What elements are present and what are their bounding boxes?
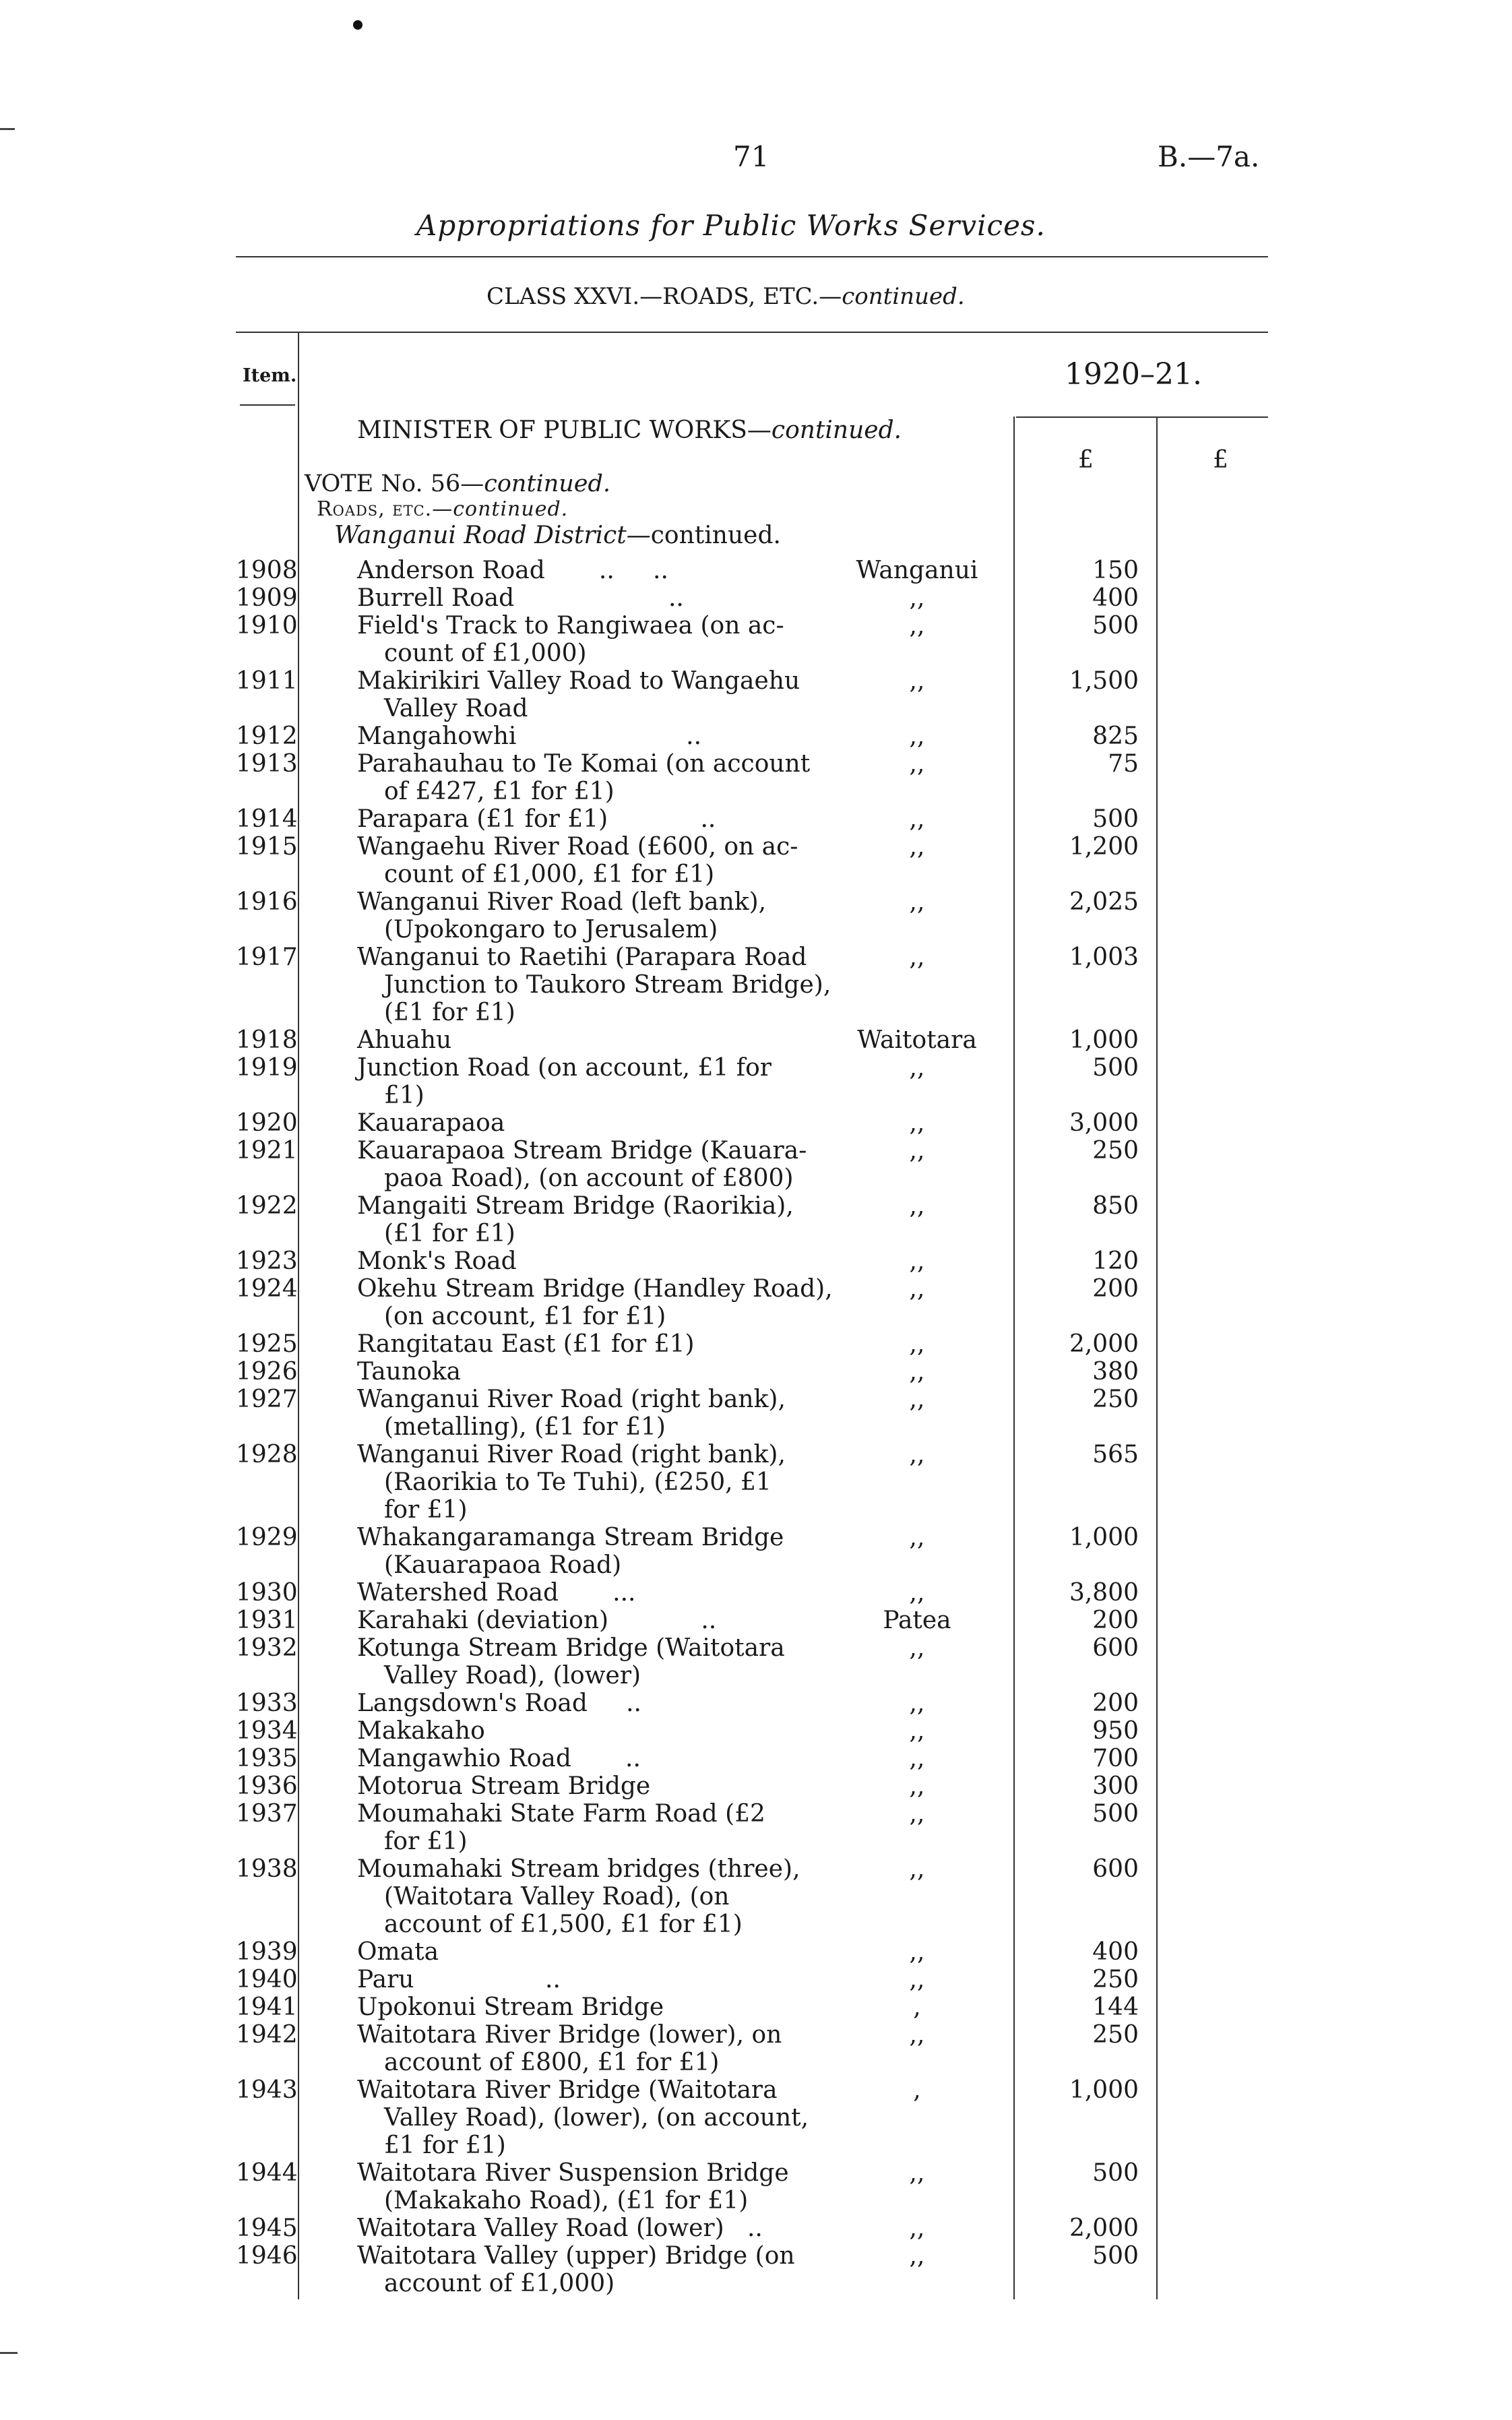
description-line: Parahauhau to Te Komai (on account (357, 750, 811, 778)
item-description (357, 1966, 815, 1993)
table-row (0, 1745, 1512, 1772)
table-row (0, 1966, 1512, 1993)
district-name: ,, (909, 1330, 925, 1358)
item-number: 1940 (236, 1966, 298, 1993)
amount-value: 825 (1092, 722, 1139, 750)
table-row (0, 1938, 1512, 1966)
table-row (0, 612, 1512, 667)
item-number: 1944 (236, 2159, 298, 2187)
description-continuation: (Makakaho Road), (£1 for £1) (384, 2187, 749, 2214)
description-line: Waitotara Valley (upper) Bridge (on (357, 2242, 795, 2270)
description-continuation: (on account, £1 for £1) (384, 1303, 666, 1330)
item-number: 1919 (236, 1054, 298, 1082)
amount-value: 150 (1092, 557, 1139, 584)
item-description (357, 584, 815, 612)
district-name: , (913, 2076, 921, 2104)
description-line: Karahaki (deviation) .. (357, 1607, 717, 1634)
amount-value: 1,500 (1069, 667, 1139, 695)
district-name: ,, (909, 1192, 925, 1220)
district-name: ,, (909, 833, 925, 861)
amount-value: 200 (1092, 1689, 1139, 1717)
amount-value: 500 (1092, 612, 1139, 640)
item-number: 1930 (236, 1579, 298, 1607)
description-line: Moumahaki State Farm Road (£2 (357, 1800, 765, 1828)
amount-value: 500 (1092, 1054, 1139, 1082)
description-line: Omata (357, 1938, 439, 1966)
description-line: Moumahaki Stream bridges (three), (357, 1855, 800, 1883)
item-description (357, 1054, 815, 1109)
amount-value: 500 (1092, 2159, 1139, 2187)
description-continuation: for £1) (384, 1496, 468, 1524)
vote-heading-text: VOTE No. 56— (305, 470, 484, 497)
item-number: 1926 (236, 1358, 298, 1386)
district-name: ,, (909, 1054, 925, 1082)
district-name: ,, (909, 2214, 925, 2242)
item-description (357, 943, 831, 1026)
district-name: ,, (909, 1579, 925, 1607)
district-name: ,, (909, 584, 925, 612)
description-line: Waitotara Valley Road (lower) .. (357, 2214, 763, 2242)
table-row (0, 667, 1512, 722)
description-line: Wanganui River Road (right bank), (357, 1441, 786, 1468)
item-number: 1913 (236, 750, 298, 778)
item-description (357, 1358, 815, 1386)
table-row (0, 750, 1512, 805)
amount-value: 2,000 (1069, 2214, 1139, 2242)
amount-value: 200 (1092, 1607, 1139, 1634)
item-number: 1942 (236, 2021, 298, 2049)
table-row (0, 2214, 1512, 2242)
item-number: 1946 (236, 2242, 298, 2270)
item-number: 1927 (236, 1386, 298, 1413)
item-description (357, 1386, 815, 1441)
district-name: ,, (909, 2242, 925, 2270)
item-column-header: Item. (243, 365, 297, 386)
roads-heading-suffix: continued. (453, 497, 569, 521)
table-row (0, 2021, 1512, 2076)
description-continuation: Valley Road), (lower) (384, 1662, 641, 1689)
item-number: 1932 (236, 1634, 298, 1662)
description-continuation: £1) (384, 1082, 424, 1109)
item-description (357, 1717, 815, 1745)
item-description (357, 557, 815, 584)
table-row (0, 888, 1512, 943)
table-row (0, 943, 1512, 1026)
year-column-header: 1920–21. (1065, 357, 1202, 392)
amount-value: 400 (1092, 1938, 1139, 1966)
item-description (357, 2021, 815, 2076)
table-row (0, 2076, 1512, 2159)
amount-value: 850 (1092, 1192, 1139, 1220)
description-line: Mangaiti Stream Bridge (Raorikia), (357, 1192, 794, 1220)
item-description (357, 1524, 815, 1579)
vote-heading (305, 470, 610, 497)
description-line: Field's Track to Rangiwaea (on ac- (357, 612, 784, 640)
item-description (357, 1855, 815, 1938)
minister-heading (357, 416, 902, 444)
item-header-underline (240, 404, 295, 406)
amount-value: 300 (1092, 1772, 1139, 1800)
district-name: ,, (909, 1386, 925, 1413)
description-line: Langsdown's Road .. (357, 1689, 641, 1717)
description-line: Rangitatau East (£1 for £1) (357, 1330, 695, 1358)
item-number: 1929 (236, 1524, 298, 1551)
amount-value: 120 (1092, 1247, 1139, 1275)
item-description (357, 1772, 815, 1800)
amount-value: 380 (1092, 1358, 1139, 1386)
item-description (357, 722, 815, 750)
district-heading-suffix: continued. (650, 522, 781, 549)
table-row (0, 2159, 1512, 2214)
description-line: Motorua Stream Bridge (357, 1772, 651, 1800)
district-name: ,, (909, 943, 925, 971)
description-line: Kotunga Stream Bridge (Waitotara (357, 1634, 785, 1662)
amount-value: 3,800 (1069, 1579, 1139, 1607)
amount-value: 600 (1092, 1855, 1139, 1883)
description-line: Upokonui Stream Bridge (357, 1993, 664, 2021)
item-number: 1922 (236, 1192, 298, 1220)
item-description (357, 1026, 815, 1054)
district-name: ,, (909, 805, 925, 833)
item-description (357, 1579, 815, 1607)
description-line: Waitotara River Bridge (Waitotara (357, 2076, 778, 2104)
description-line: Wanganui River Road (left bank), (357, 888, 767, 916)
item-description (357, 1441, 815, 1524)
description-continuation: of £427, £1 for £1) (384, 778, 615, 805)
description-continuation: (metalling), (£1 for £1) (384, 1413, 666, 1441)
amount-value: 1,000 (1069, 1026, 1139, 1054)
amount-value: 700 (1092, 1745, 1139, 1772)
table-row (0, 1855, 1512, 1938)
district-name: ,, (909, 1800, 925, 1828)
district-name: Patea (883, 1607, 951, 1634)
district-name: ,, (909, 1109, 925, 1137)
appropriations-table (0, 557, 1512, 2297)
item-description (357, 1634, 815, 1689)
item-description (357, 667, 815, 722)
roads-heading-text: Roads, etc.— (317, 497, 453, 521)
stray-ink-dot (353, 20, 363, 30)
table-row (0, 1275, 1512, 1330)
description-line: Paru .. (357, 1966, 561, 1993)
amount-value: 500 (1092, 805, 1139, 833)
item-description (357, 1330, 815, 1358)
item-number: 1908 (236, 557, 298, 584)
description-continuation: for £1) (384, 1828, 468, 1855)
description-line: Waitotara River Suspension Bridge (357, 2159, 789, 2187)
item-number: 1916 (236, 888, 298, 916)
description-line: Makirikiri Valley Road to Wangaehu (357, 667, 800, 695)
district-name: ,, (909, 612, 925, 640)
item-number: 1945 (236, 2214, 298, 2242)
description-continuation: (Waitotara Valley Road), (on (384, 1883, 730, 1911)
district-heading (334, 522, 781, 549)
item-number: 1915 (236, 833, 298, 861)
item-description (357, 2076, 815, 2159)
description-continuation: account of £1,500, £1 for £1) (384, 1911, 743, 1938)
item-number: 1928 (236, 1441, 298, 1468)
title-rule (236, 256, 1268, 257)
district-name: ,, (909, 1441, 925, 1468)
amount-value: 1,000 (1069, 1524, 1139, 1551)
item-number: 1912 (236, 722, 298, 750)
district-name: ,, (909, 1966, 925, 1993)
left-edge-mark-bottom (0, 2352, 18, 2354)
table-row (0, 1137, 1512, 1192)
table-row (0, 833, 1512, 888)
item-description (357, 1275, 833, 1330)
table-row (0, 1772, 1512, 1800)
table-row (0, 1524, 1512, 1579)
item-description (357, 1745, 815, 1772)
item-description (357, 1938, 815, 1966)
description-line: Wanganui to Raetihi (Parapara Road (357, 943, 807, 971)
table-row (0, 1109, 1512, 1137)
description-line: Ahuahu (357, 1026, 452, 1054)
amount-value: 144 (1092, 1993, 1139, 2021)
item-description (357, 750, 815, 805)
district-name: , (913, 1993, 921, 2021)
item-number: 1911 (236, 667, 298, 695)
amount-value: 600 (1092, 1634, 1139, 1662)
description-line: Kauarapaoa Stream Bridge (Kauara- (357, 1137, 807, 1165)
description-continuation: Junction to Taukoro Stream Bridge), (384, 971, 831, 999)
item-number: 1941 (236, 1993, 298, 2021)
item-number: 1935 (236, 1745, 298, 1772)
page-title: Appropriations for Public Works Services. (416, 209, 1046, 242)
item-number: 1924 (236, 1275, 298, 1303)
item-number: 1914 (236, 805, 298, 833)
description-continuation: account of £800, £1 for £1) (384, 2049, 720, 2076)
item-number: 1917 (236, 943, 298, 971)
description-continuation: (Raorikia to Te Tuhi), (£250, £1 (384, 1468, 771, 1496)
vote-heading-suffix: continued. (484, 470, 611, 497)
minister-heading-suffix: continued. (771, 416, 902, 444)
description-line: Parapara (£1 for £1) .. (357, 805, 716, 833)
amount-value: 75 (1108, 750, 1139, 778)
table-row (0, 1689, 1512, 1717)
item-description (357, 1800, 815, 1855)
description-continuation: account of £1,000) (384, 2270, 615, 2297)
description-line: Makakaho (357, 1717, 485, 1745)
description-line: Burrell Road .. (357, 584, 684, 612)
item-number: 1934 (236, 1717, 298, 1745)
district-name: ,, (909, 1717, 925, 1745)
district-name: ,, (909, 1938, 925, 1966)
district-name: Waitotara (857, 1026, 977, 1054)
item-number: 1925 (236, 1330, 298, 1358)
description-line: Mangawhio Road .. (357, 1745, 641, 1772)
item-description (357, 1137, 815, 1192)
item-description (357, 2242, 815, 2297)
district-name: ,, (909, 1745, 925, 1772)
amount-value: 400 (1092, 584, 1139, 612)
amount-value: 250 (1092, 1966, 1139, 1993)
description-continuation: paoa Road), (on account of £800) (384, 1165, 794, 1192)
item-number: 1909 (236, 584, 298, 612)
table-row (0, 1054, 1512, 1109)
item-description (357, 1607, 815, 1634)
district-name: ,, (909, 888, 925, 916)
table-row (0, 1607, 1512, 1634)
description-continuation: Valley Road), (lower), (on account, (384, 2104, 809, 2132)
table-row (0, 557, 1512, 584)
roads-heading (317, 497, 568, 521)
description-continuation: (Kauarapaoa Road) (384, 1551, 622, 1579)
item-description (357, 2159, 815, 2214)
amount-value: 2,025 (1069, 888, 1139, 916)
minister-heading-text: MINISTER OF PUBLIC WORKS— (357, 416, 771, 444)
district-name: ,, (909, 1524, 925, 1551)
amount-value: 250 (1092, 2021, 1139, 2049)
table-top-rule (236, 332, 1268, 333)
item-description (357, 1993, 815, 2021)
table-row (0, 1247, 1512, 1275)
item-description (357, 805, 815, 833)
district-name: Wanganui (856, 557, 978, 584)
currency-symbol-1: £ (1078, 446, 1094, 474)
item-description (357, 1109, 815, 1137)
amount-value: 250 (1092, 1137, 1139, 1165)
item-number: 1921 (236, 1137, 298, 1165)
district-name: ,, (909, 722, 925, 750)
class-title (486, 283, 965, 310)
description-continuation: Valley Road (384, 695, 528, 722)
item-description (357, 612, 815, 667)
district-name: ,, (909, 2021, 925, 2049)
district-heading-text: Wanganui Road District— (334, 522, 651, 549)
page-number: 71 (733, 140, 769, 173)
document-reference: B.—7a. (1158, 140, 1260, 173)
table-row (0, 1330, 1512, 1358)
table-row (0, 1717, 1512, 1745)
description-line: Wanganui River Road (right bank), (357, 1386, 786, 1413)
description-line: Taunoka (357, 1358, 462, 1386)
item-number: 1936 (236, 1772, 298, 1800)
district-name: ,, (909, 667, 925, 695)
item-description (357, 888, 815, 943)
item-number: 1939 (236, 1938, 298, 1966)
district-name: ,, (909, 1247, 925, 1275)
description-line: Monk's Road (357, 1247, 517, 1275)
description-continuation: count of £1,000) (384, 640, 587, 667)
description-continuation: count of £1,000, £1 for £1) (384, 861, 715, 888)
table-row (0, 1386, 1512, 1441)
district-name: ,, (909, 1772, 925, 1800)
district-name: ,, (909, 1358, 925, 1386)
description-line: Kauarapaoa (357, 1109, 505, 1137)
item-number: 1938 (236, 1855, 298, 1883)
table-row (0, 1993, 1512, 2021)
item-description (357, 1247, 815, 1275)
table-row (0, 2242, 1512, 2297)
item-description (357, 2214, 815, 2242)
class-title-suffix: continued. (842, 283, 965, 310)
description-line: Wangaehu River Road (£600, on ac- (357, 833, 798, 861)
item-description (357, 1689, 815, 1717)
item-description (357, 1192, 815, 1247)
description-line: Waitotara River Bridge (lower), on (357, 2021, 782, 2049)
table-row (0, 1026, 1512, 1054)
table-row (0, 584, 1512, 612)
amount-value: 3,000 (1069, 1109, 1139, 1137)
item-description (357, 833, 815, 888)
amount-value: 1,200 (1069, 833, 1139, 861)
item-number: 1918 (236, 1026, 298, 1054)
description-continuation: £1 for £1) (384, 2132, 506, 2159)
item-number: 1937 (236, 1800, 298, 1828)
description-line: Anderson Road .. .. (357, 557, 668, 584)
amount-value: 1,000 (1069, 2076, 1139, 2104)
amount-value: 500 (1092, 2242, 1139, 2270)
amount-value: 1,003 (1069, 943, 1139, 971)
description-continuation: (Upokongaro to Jerusalem) (384, 916, 718, 943)
district-name: ,, (909, 1689, 925, 1717)
left-edge-mark (0, 128, 15, 130)
item-number: 1920 (236, 1109, 298, 1137)
amount-value: 950 (1092, 1717, 1139, 1745)
table-row (0, 1800, 1512, 1855)
item-number: 1933 (236, 1689, 298, 1717)
description-continuation: (£1 for £1) (384, 1220, 515, 1247)
year-underline (1016, 416, 1268, 418)
item-number: 1931 (236, 1607, 298, 1634)
table-row (0, 805, 1512, 833)
district-name: ,, (909, 1855, 925, 1883)
description-line: Mangahowhi .. (357, 722, 702, 750)
amount-value: 565 (1092, 1441, 1139, 1468)
table-row (0, 1579, 1512, 1607)
description-continuation: (£1 for £1) (384, 999, 515, 1026)
amount-value: 250 (1092, 1386, 1139, 1413)
description-line: Whakangaramanga Stream Bridge (357, 1524, 784, 1551)
district-name: ,, (909, 750, 925, 778)
description-line: Junction Road (on account, £1 for (357, 1054, 771, 1082)
description-line: Watershed Road ... (357, 1579, 636, 1607)
district-name: ,, (909, 1275, 925, 1303)
table-row (0, 722, 1512, 750)
item-number: 1943 (236, 2076, 298, 2104)
table-row (0, 1634, 1512, 1689)
table-row (0, 1358, 1512, 1386)
amount-value: 200 (1092, 1275, 1139, 1303)
district-name: ,, (909, 1137, 925, 1165)
currency-symbol-2: £ (1213, 446, 1228, 474)
district-name: ,, (909, 2159, 925, 2187)
table-row (0, 1192, 1512, 1247)
class-title-text: CLASS XXVI.—ROADS, ETC.— (486, 283, 842, 310)
item-number: 1910 (236, 612, 298, 640)
item-number: 1923 (236, 1247, 298, 1275)
amount-value: 500 (1092, 1800, 1139, 1828)
description-line: Okehu Stream Bridge (Handley Road), (357, 1275, 833, 1303)
district-name: ,, (909, 1634, 925, 1662)
amount-value: 2,000 (1069, 1330, 1139, 1358)
table-row (0, 1441, 1512, 1524)
